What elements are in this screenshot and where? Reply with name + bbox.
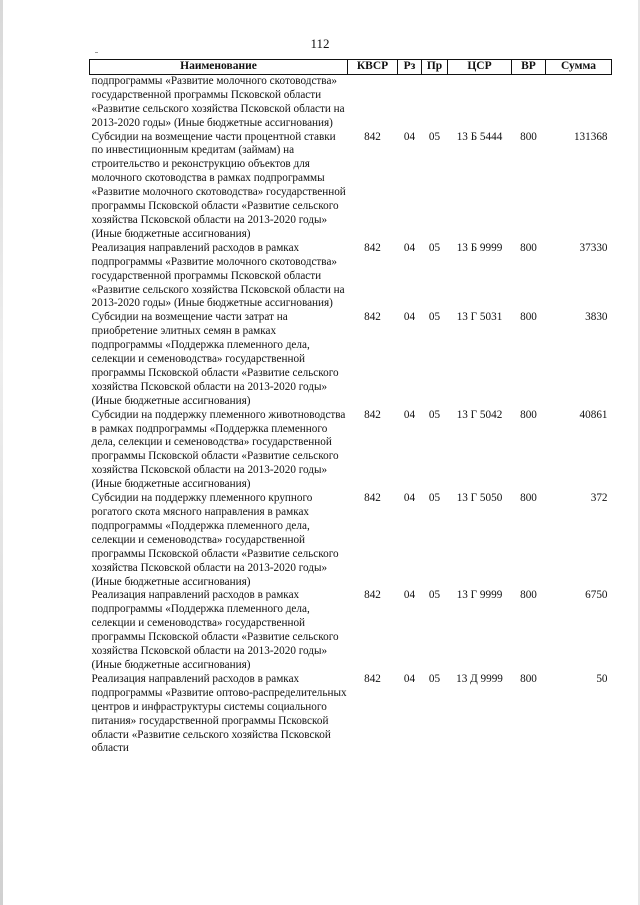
cell-name: Субсидии на возмещение части процентной ставки по инвестиционным кредитам (займам) на строительство и реконструкцию объектов для молочного скотоводства в рамках подпрограммы «Развитие молочного скотоводства» государственной программы Псковской области «Развитие сельского хозяйства Псковской области на 2013-2020 годы» (Иные бюджетные ассигнования) (91, 130, 346, 240)
cell-csr: 13 Г 9999 (456, 589, 503, 602)
cell-kvsr: 842 (364, 241, 381, 254)
cell-kvsr (348, 74, 398, 130)
cell-pr: 05 (428, 672, 441, 685)
table-row (90, 242, 612, 312)
cell-name: Реализация направлений расходов в рамках подпрограммы «Развитие оптово-распределительных центров и инфраструктуры системы социального питания» государственной программы Псковской области «Развитие сельского хозяйства Псковской области (91, 672, 347, 755)
cell-name: Субсидии на поддержку племенного крупного рогатого скота мясного направления в рамках подпрограммы «Поддержка племенного дела, селекции и семеноводства» государственной программы Псковской области «Развитие сельского хозяйства Псковской области на 2013-2020 годы» (Иные бюджетные ассигнования) (91, 492, 339, 588)
table-row (90, 311, 612, 408)
cell-pr: 05 (428, 492, 441, 505)
cell-csr: 13 Б 9999 (456, 241, 503, 254)
cell-name: Субсидии на поддержку племенного животноводства в рамках подпрограммы «Поддержка племенного дела, селекции и семеноводства» государственной программы Псковской области «Развитие сельского хозяйства Псковской области на 2013-2020 годы» (Иные бюджетные ассигнования) (91, 408, 346, 491)
cell-vr: 800 (520, 589, 537, 602)
page-number: 112 (310, 36, 330, 51)
cell-rz: 04 (403, 408, 416, 421)
cell-rz: 04 (403, 589, 416, 602)
cell-pr: 05 (428, 311, 441, 324)
table-row (90, 409, 612, 492)
header-rz: Рз (398, 60, 422, 75)
cell-rz: 04 (403, 241, 416, 254)
table-row (90, 673, 612, 756)
cell-csr: 13 Г 5042 (456, 408, 503, 421)
table-row (90, 74, 612, 130)
cell-name: Реализация направлений расходов в рамках подпрограммы «Поддержка племенного дела, селекции и семеноводства» государственной программы Псковской области «Развитие сельского хозяйства Псковской области на 2013-2020 годы» (Иные бюджетные ассигнования) (91, 589, 339, 671)
cell-vr: 800 (520, 408, 537, 421)
budget-table (89, 59, 612, 756)
cell-sum: 50 (596, 672, 608, 685)
cell-rz (398, 74, 422, 130)
cell-csr: 13 Б 5444 (456, 130, 503, 143)
cell-sum: 3830 (585, 311, 608, 324)
table-row (90, 492, 612, 589)
cell-vr: 800 (520, 311, 537, 324)
cell-vr (512, 74, 546, 130)
scan-mark (95, 52, 98, 53)
header-name: Наименование (90, 60, 348, 75)
cell-vr: 800 (520, 241, 537, 254)
header-csr: ЦСР (448, 60, 512, 75)
cell-pr: 05 (428, 241, 441, 254)
cell-pr (422, 74, 448, 130)
cell-kvsr: 842 (364, 672, 381, 685)
cell-kvsr: 842 (364, 130, 381, 143)
cell-kvsr: 842 (364, 589, 381, 602)
cell-sum: 37330 (579, 241, 608, 254)
cell-rz: 04 (403, 492, 416, 505)
cell-name: подпрограммы «Развитие молочного скотоводства» государственной программы Псковской области «Развитие сельского хозяйства Псковской области на 2013-2020 годы» (Иные бюджетные ассигнования) (91, 74, 345, 129)
header-pr: Пр (422, 60, 448, 75)
cell-sum: 372 (590, 492, 608, 505)
table-header-row (90, 60, 612, 75)
cell-sum: 131368 (573, 130, 608, 143)
table-row (90, 589, 612, 672)
cell-csr: 13 Г 5050 (456, 492, 503, 505)
cell-sum: 6750 (585, 589, 608, 602)
cell-pr: 05 (428, 589, 441, 602)
header-sum: Сумма (546, 60, 612, 75)
cell-pr: 05 (428, 130, 441, 143)
scan-edge-left (0, 0, 3, 905)
header-kvsr: КВСР (348, 60, 398, 75)
cell-kvsr: 842 (364, 408, 381, 421)
cell-csr: 13 Г 5031 (456, 311, 503, 324)
cell-rz: 04 (403, 311, 416, 324)
cell-csr (448, 74, 512, 130)
cell-pr: 05 (428, 408, 441, 421)
cell-vr: 800 (520, 130, 537, 143)
cell-kvsr: 842 (364, 492, 381, 505)
table-row (90, 131, 612, 242)
cell-vr: 800 (520, 672, 537, 685)
cell-rz: 04 (403, 130, 416, 143)
cell-kvsr: 842 (364, 311, 381, 324)
cell-name: Субсидии на возмещение части затрат на приобретение элитных семян в рамках подпрограммы «Поддержка племенного дела, селекции и семеноводства» государственной программы Псковской области «Развитие сельского хозяйства Псковской области на 2013-2020 годы» (Иные бюджетные ассигнования) (91, 311, 339, 407)
cell-vr: 800 (520, 492, 537, 505)
cell-csr: 13 Д 9999 (456, 672, 503, 685)
cell-name: Реализация направлений расходов в рамках подпрограммы «Развитие молочного скотоводства» государственной программы Псковской области «Развитие сельского хозяйства Псковской области на 2013-2020 годы» (Иные бюджетные ассигнования) (91, 241, 345, 310)
cell-sum: 40861 (579, 408, 608, 421)
header-vr: ВР (512, 60, 546, 75)
cell-sum (546, 74, 612, 130)
cell-rz: 04 (403, 672, 416, 685)
